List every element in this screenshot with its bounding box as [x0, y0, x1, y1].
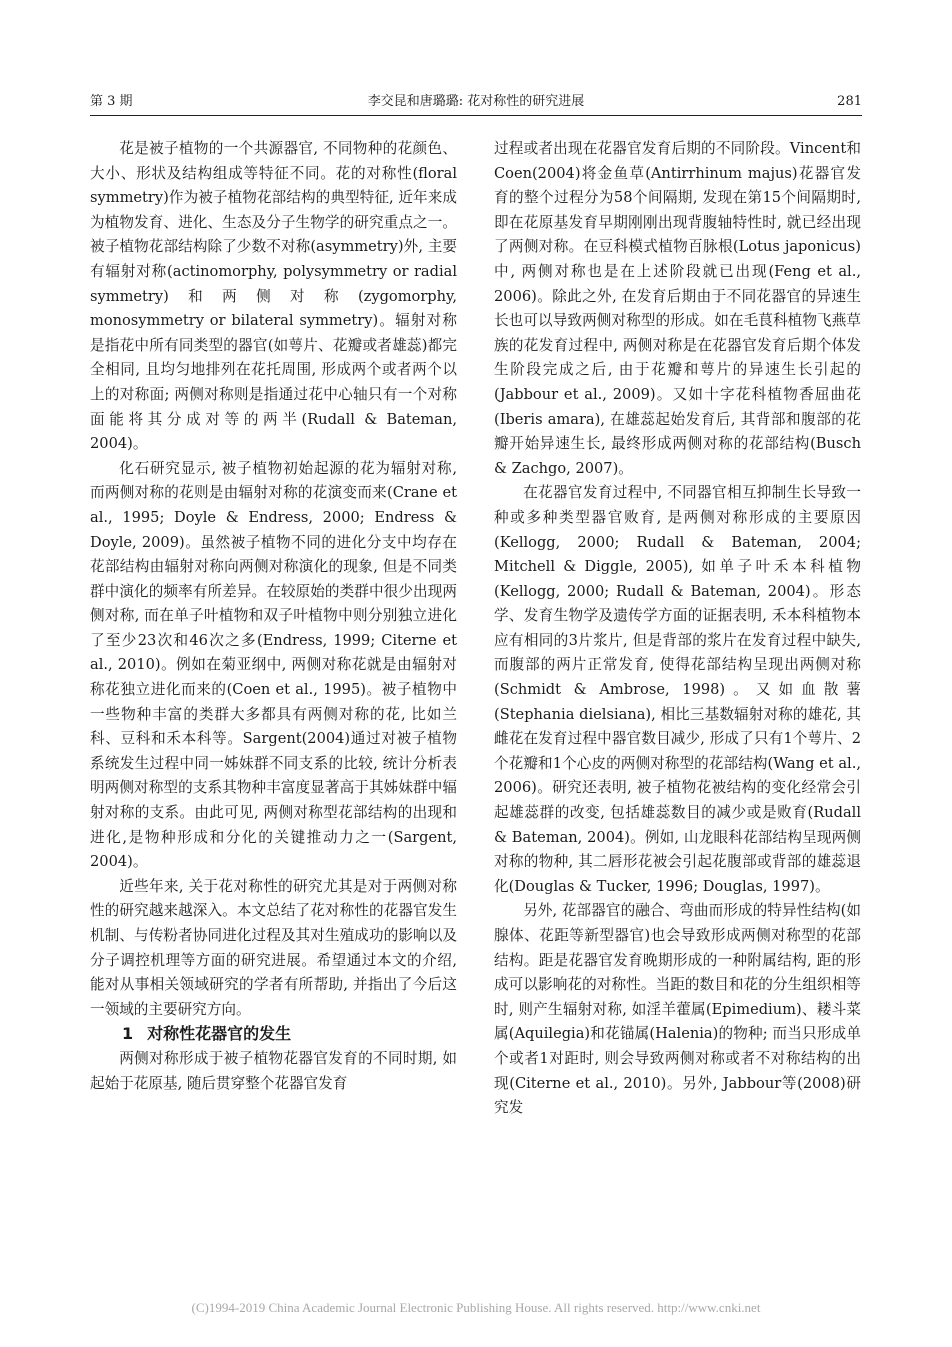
page-number: 281 [837, 94, 862, 109]
paragraph: 近些年来, 关于花对称性的研究尤其是对于两侧对称性的研究越来越深入。本文总结了花对称性的花器官发生机制、与传粉者协同进化过程及其对生殖成功的影响以及分子调控机理等方面的研究进展。希望通过本文的介绍, 能对从事相关领域研究的学者有所帮助, 并指出了今后这一领域的主要研究方向。 [90, 877, 457, 1018]
section-heading [90, 1022, 457, 1047]
header-rule [90, 115, 862, 116]
section-number: 1 [122, 1024, 134, 1044]
paragraph: 过程或者出现在花器官发育后期的不同阶段。Vincent和Coen(2004)将金鱼草(Antirrhinum majus)花器官发育的整个过程分为58个间隔期, 发现在第15个间隔期时, 即在花原基发育早期刚刚出现背腹轴特性时, 就已经出现了两侧对称。在豆科模式植物百脉根(Lotus japonicus)中, 两侧对称也是在上述阶段就已出现(Feng et al., 2006)。除此之外, 在发育后期由于不同花器官的异速生长也可以导致两侧对称型的形成。如在毛茛科植物飞燕草族的花发育过程中, 两侧对称是在花器官发育后期个体发生阶段完成之后, 由于花瓣和萼片的异速生长引起的(Jabbour et al., 2009)。又如十字花科植物香屈曲花(Iberis amara), 在雄蕊起始发育后, 其背部和腹部的花瓣开始异速生长, 最终形成两侧对称的花部结构(Busch & Zachgo, 2007)。 [494, 140, 861, 477]
right-column [494, 137, 861, 1121]
issue-number: 第 3 期 [90, 94, 133, 109]
paragraph: 另外, 花部器官的融合、弯曲而形成的特异性结构(如腺体、花距等新型器官)也会导致形成两侧对称型的花部结构。距是花器官发育晚期形成的一种附属结构, 距的形成可以影响花的对称性。当距的数目和花的分生组织相等时, 则产生辐射对称, 如淫羊藿属(Epimedium)、耧斗菜属(Aquilegia)和花锚属(Halenia)的物种; 而当只形成单个或者1对距时, 则会导致两侧对称或者不对称结构的出现(Citerne et al., 2010)。另外, Jabbour等(2008)研究发 [494, 902, 861, 1117]
paragraph: 花是被子植物的一个共源器官, 不同物种的花颜色、大小、形状及结构组成等特征不同。花的对称性(floral symmetry)作为被子植物花部结构的典型特征, 近年来成为植物发育、进化、生态及分子生物学的研究重点之一。被子植物花部结构除了少数不对称(asymmetry)外, 主要有辐射对称(actinomorphy, polysymmetry or radial symmetry)和两侧对称(zygomorphy, monosymmetry or bilateral symmetry)。辐射对称是指花中所有同类型的器官(如萼片、花瓣或者雄蕊)都完全相同, 且均匀地排列在花托周围, 形成两个或者两个以上的对称面; 两侧对称则是指通过花中心轴只有一个对称面能将其分成对等的两半(Rudall & Bateman, 2004)。 [90, 140, 457, 453]
running-title: 李交昆和唐璐璐: 花对称性的研究进展 [367, 94, 585, 109]
paragraph: 在花器官发育过程中, 不同器官相互抑制生长导致一种或多种类型器官败育, 是两侧对称形成的主要原因(Kellogg, 2000; Rudall & Bateman, 2004; Mitchell & Diggle, 2005), 如单子叶禾本科植物(Kellogg, 2000; Rudall & Bateman, 2004)。形态学、发育生物学及遗传学方面的证据表明, 禾本科植物本应有相同的3片浆片, 但是背部的浆片在发育过程中缺失, 而腹部的两片正常发育, 使得花部结构呈现出两侧对称(Schmidt & Ambrose, 1998)。又如血散薯(Stephania dielsiana), 相比三基数辐射对称的雄花, 其雌花在发育过程中器官数目减少, 形成了只有1个萼片、2个花瓣和1个心皮的两侧对称型的花部结构(Wang et al., 2006)。研究还表明, 被子植物花被结构的变化经常会引起雄蕊群的改变, 包括雄蕊数目的减少或是败育(Rudall & Bateman, 2004)。例如, 山龙眼科花部结构呈现两侧对称的物种, 其二唇形花被会引起花腹部或背部的雄蕊退化(Douglas & Tucker, 1996; Douglas, 1997)。 [494, 484, 861, 895]
section-title: 对称性花器官的发生 [147, 1024, 292, 1044]
paragraph: 两侧对称形成于被子植物花器官发育的不同时期, 如起始于花原基, 随后贯穿整个花器官发育 [90, 1049, 457, 1092]
paragraph: 化石研究显示, 被子植物初始起源的花为辐射对称, 而两侧对称的花则是由辐射对称的花演变而来(Crane et al., 1995; Doyle & Endress, 2000; Endress & Doyle, 2009)。虽然被子植物不同的进化分支中均存在花部结构由辐射对称向两侧对称演化的现象, 但是不同类群中演化的频率有所差异。在较原始的类群中很少出现两侧对称, 而在单子叶植物和双子叶植物中则分别独立进化了至少23次和46次之多(Endress, 1999; Citerne et al., 2010)。例如在菊亚纲中, 两侧对称花就是由辐射对称花独立进化而来的(Coen et al., 1995)。被子植物中一些物种丰富的类群大多都具有两侧对称的花, 比如兰科、豆科和禾本科等。Sargent(2004)通过对被子植物系统发生过程中同一姊妹群不同支系的比较, 统计分析表明两侧对称型的支系其物种丰富度显著高于其姊妹群中辐射对称的支系。由此可见, 两侧对称型花部结构的出现和进化,是物种形成和分化的关键推动力之一(Sargent, 2004)。 [90, 459, 457, 871]
left-column [90, 137, 457, 1096]
copyright-footer: (C)1994-2019 China Academic Journal Electronic Publishing House. All rights reserved. http://www.cnki.net [191, 1300, 761, 1315]
